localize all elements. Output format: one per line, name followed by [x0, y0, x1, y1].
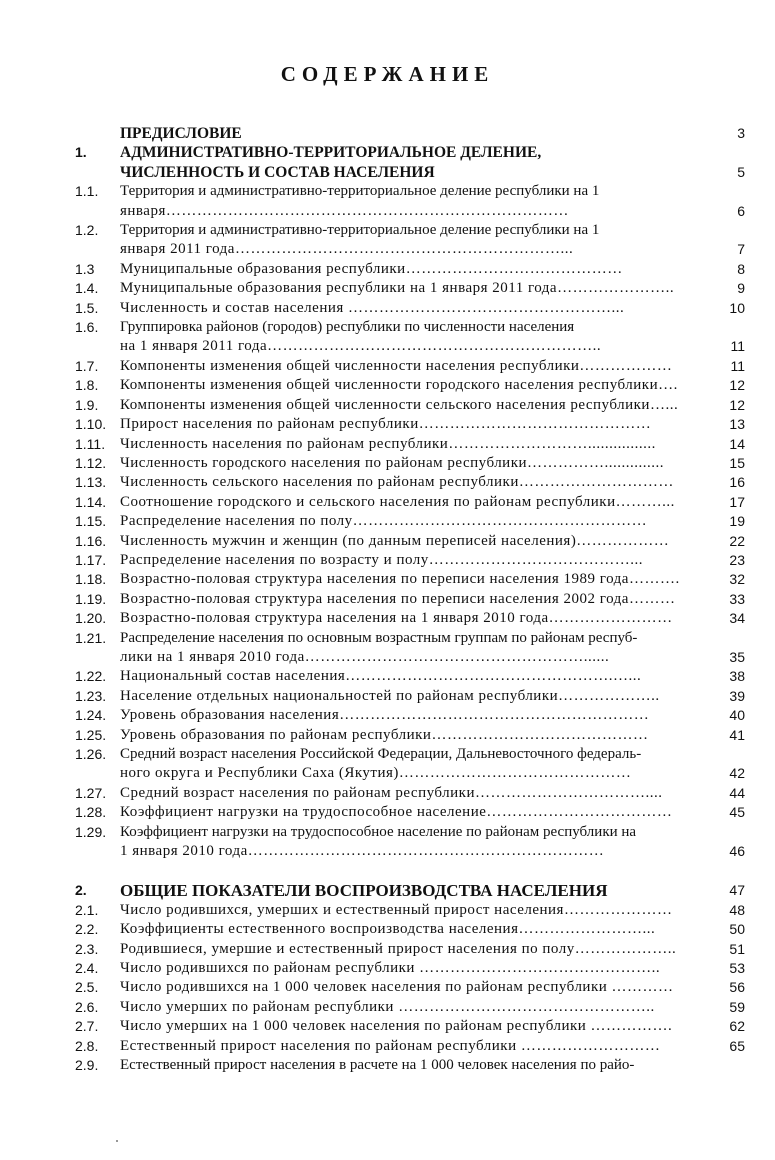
entry-title: Муниципальные образования республики на 1 января 2011 года…………………..	[120, 280, 675, 297]
entry-title: Естественный прирост населения в расчете на 1 000 человек населения по райо-	[120, 1057, 635, 1074]
entry-page: 32	[729, 571, 745, 588]
entry-number: 1.23.	[75, 687, 107, 704]
entry-page: 44	[729, 784, 745, 801]
entry-page: 11	[730, 338, 745, 355]
entry-number: 2.	[75, 882, 87, 899]
entry-title: Национальный состав населения…………………………………………….…...	[120, 668, 642, 685]
entry-page: 39	[729, 687, 745, 704]
entry-title: Население отдельных национальностей по районам республики………………..	[120, 687, 660, 704]
toc-entry	[75, 1017, 745, 1036]
entry-title: Коэффициент нагрузки на трудоспособное население по районам республики на 1 января 2010 года……………………………………………………………	[120, 823, 637, 860]
entry-number: 1.9.	[75, 396, 99, 413]
toc-entry-section-2	[75, 881, 745, 900]
toc-entry	[75, 901, 745, 920]
entry-page: 13	[729, 416, 745, 433]
entry-number: 2.4.	[75, 960, 99, 977]
entry-page: 53	[729, 960, 745, 977]
entry-page: 3	[737, 125, 745, 141]
entry-title: Возрастно-половая структура населения по переписи населения 2002 года………	[120, 590, 676, 607]
entry-number: 1.16.	[75, 532, 107, 549]
entry-page: 34	[729, 610, 745, 627]
entry-page: 19	[729, 513, 745, 530]
entry-title: ОБЩИЕ ПОКАЗАТЕЛИ ВОСПРОИЗВОДСТВА НАСЕЛЕНИЯ	[120, 881, 608, 901]
entry-title: Прирост населения по районам республики………………………………………	[120, 416, 652, 433]
toc-entry	[75, 260, 745, 279]
entry-page: 7	[737, 241, 745, 258]
entry-page: 50	[729, 921, 745, 938]
toc-entry	[75, 435, 745, 454]
entry-title: Численность мужчин и женщин (по данным переписей населения)………………	[120, 532, 670, 549]
entry-number: 2.7.	[75, 1018, 99, 1035]
toc-entry	[75, 629, 745, 668]
entry-title: Число родившихся на 1 000 человек населения по районам республики …………	[120, 979, 674, 996]
toc-entry	[75, 784, 745, 803]
entry-title: Численность сельского населения по районам республики…………………………	[120, 474, 674, 491]
entry-number: 2.8.	[75, 1037, 99, 1054]
entry-title: Коэффициенты естественного воспроизводства населения……………………...	[120, 921, 656, 938]
entry-number: 1.20.	[75, 610, 107, 627]
entry-number: 1.3	[75, 260, 95, 277]
entry-title: Распределение населения по полу…………………………………………………	[120, 513, 648, 530]
toc-entry	[75, 299, 745, 318]
entry-number: 1.8.	[75, 377, 99, 394]
toc-entry	[75, 940, 745, 959]
entry-title: Соотношение городского и сельского населения по районам республики………...	[120, 493, 675, 510]
entry-title: Муниципальные образования республики……………………………………	[120, 260, 623, 277]
toc-entry	[75, 687, 745, 706]
entry-title: Компоненты изменения общей численности населения республики………………	[120, 357, 673, 374]
entry-number: 1.7.	[75, 357, 99, 374]
toc-entry	[75, 318, 745, 357]
entry-title: Родившиеся, умершие и естественный прирост населения по полу………………..	[120, 940, 677, 957]
toc-entry	[75, 803, 745, 822]
entry-title: Территория и административно-территориальное деление республики на 1 января……………………………………………………………………	[120, 183, 600, 219]
entry-number: 1.17.	[75, 551, 107, 568]
entry-number: 1.4.	[75, 280, 99, 297]
entry-page: 56	[729, 979, 745, 996]
entry-title: Компоненты изменения общей численности городского населения республики….	[120, 377, 678, 394]
toc-entry	[75, 396, 745, 415]
page-title: СОДЕРЖАНИЕ	[280, 62, 495, 86]
toc-entry	[75, 473, 745, 492]
toc-entry	[75, 726, 745, 745]
entry-title: Группировка районов (городов) республики по численности населения на 1 января 2011 года………………………………………………………..	[120, 319, 602, 355]
entry-page: 38	[729, 668, 745, 685]
entry-page: 8	[737, 260, 745, 277]
entry-title: Средний возраст населения Российской Федерации, Дальневосточного федераль- ного округа и Республики Саха (Якутия)………………………………………	[120, 746, 642, 782]
entry-page: 65	[729, 1037, 745, 1054]
entry-title: Компоненты изменения общей численности сельского населения республики…...	[120, 396, 679, 413]
entry-title: Уровень образования по районам республики……………………………………	[120, 726, 649, 743]
entry-page: 42	[729, 765, 745, 782]
entry-page: 59	[729, 998, 745, 1015]
toc-entry	[75, 706, 745, 725]
entry-number: 1.27.	[75, 784, 107, 801]
entry-number: 2.3.	[75, 940, 99, 957]
toc-entry	[75, 823, 745, 862]
entry-number: 1.14.	[75, 493, 107, 510]
entry-title: Коэффициент нагрузки на трудоспособное население………………………………	[120, 804, 673, 821]
entry-page: 45	[729, 804, 745, 821]
entry-title: Численность населения по районам республики………………………................	[120, 435, 656, 452]
entry-number: 1.12.	[75, 454, 107, 471]
toc-entry	[75, 1056, 745, 1075]
toc-entry	[75, 532, 745, 551]
toc-entry	[75, 570, 745, 589]
entry-number: 1.13.	[75, 474, 107, 491]
entry-page: 40	[729, 707, 745, 724]
toc-entry	[75, 978, 745, 997]
toc-entry	[75, 279, 745, 298]
entry-number: 1.21.	[75, 629, 107, 646]
entry-page: 51	[729, 940, 745, 957]
entry-number: 1.11.	[75, 435, 106, 452]
entry-number: 1.18.	[75, 571, 107, 588]
toc-entry-section-1	[75, 143, 745, 182]
entry-title: Возрастно-половая структура населения по переписи населения 1989 года……….	[120, 571, 680, 588]
toc-entry	[75, 454, 745, 473]
entry-number: 2.5.	[75, 979, 99, 996]
entry-page: 62	[729, 1018, 745, 1035]
entry-page: 11	[730, 357, 745, 374]
entry-page: 6	[737, 202, 745, 219]
entry-number: 1.2.	[75, 222, 99, 239]
toc-entry	[75, 415, 745, 434]
entry-number: 2.6.	[75, 998, 99, 1015]
entry-title: Число умерших по районам республики …………………………………………..	[120, 998, 655, 1015]
toc-entry-preface	[75, 124, 745, 143]
entry-number: 1.24.	[75, 707, 107, 724]
toc-entry	[75, 959, 745, 978]
entry-page: 14	[729, 435, 745, 452]
entry-page: 23	[729, 551, 745, 568]
entry-title: Численность городского населения по районам республики……………..............	[120, 454, 665, 471]
entry-page: 15	[729, 454, 745, 471]
entry-title: ПРЕДИСЛОВИЕ	[120, 125, 242, 142]
toc-entry	[75, 609, 745, 628]
table-of-contents	[75, 124, 745, 1076]
toc-entry	[75, 1037, 745, 1056]
section-gap	[75, 861, 745, 881]
entry-page: 47	[729, 882, 745, 899]
entry-page: 22	[729, 532, 745, 549]
entry-title: Число родившихся по районам республики ………………………………………..	[120, 960, 661, 977]
entry-number: 1.1.	[75, 183, 99, 200]
toc-entry	[75, 493, 745, 512]
entry-number: 2.2.	[75, 921, 99, 938]
entry-title: Распределение населения по основным возрастным группам по районам респуб- лики на 1 января 2010 года………………………………………………......	[120, 629, 638, 665]
entry-number: 2.1.	[75, 901, 99, 918]
entry-page: 33	[729, 590, 745, 607]
toc-entry	[75, 182, 745, 221]
toc-entry	[75, 667, 745, 686]
toc-entry	[75, 512, 745, 531]
entry-number: 1.10.	[75, 416, 107, 433]
entry-page: 41	[729, 726, 745, 743]
entry-page: 10	[729, 299, 745, 316]
entry-number: 1.25.	[75, 726, 107, 743]
entry-number: 1.26.	[75, 746, 107, 762]
toc-entry	[75, 221, 745, 260]
entry-title: Территория и административно-территориальное деление республики на 1 января 2011 года………………………………………………………...	[120, 222, 600, 258]
entry-page: 48	[729, 901, 745, 918]
entry-number: 1.15.	[75, 513, 107, 530]
entry-page: 17	[729, 493, 745, 510]
toc-entry	[75, 590, 745, 609]
entry-title: Возрастно-половая структура населения на 1 января 2010 года……………………	[120, 610, 673, 627]
entry-title: Средний возраст населения по районам республики……………………………....	[120, 784, 663, 801]
entry-number: 1.6.	[75, 319, 99, 336]
entry-title: Распределение населения по возрасту и полу…………………………………...	[120, 551, 644, 568]
entry-title: Уровень образования населения……………………………………………………	[120, 707, 650, 724]
entry-title: Число родившихся, умерших и естественный прирост населения…………………	[120, 901, 673, 918]
entry-number: 1.28.	[75, 804, 107, 821]
toc-entry	[75, 920, 745, 939]
toc-entry	[75, 376, 745, 395]
entry-page: 16	[729, 474, 745, 491]
entry-number: 1.5.	[75, 299, 99, 316]
entry-page: 12	[729, 377, 745, 394]
entry-title: Численность и состав населения ……………………………………………...	[120, 299, 625, 316]
entry-title: Число умерших на 1 000 человек населения по районам республики …………….	[120, 1018, 673, 1035]
entry-page: 9	[737, 280, 745, 297]
toc-entry	[75, 357, 745, 376]
entry-number: 2.9.	[75, 1057, 99, 1074]
entry-number: 1.	[75, 144, 87, 161]
toc-entry	[75, 551, 745, 570]
entry-number: 1.19.	[75, 590, 107, 607]
entry-number: 1.22.	[75, 668, 107, 685]
entry-page: 12	[729, 396, 745, 413]
entry-page: 5	[737, 163, 745, 180]
entry-title: Естественный прирост населения по районам республики ………………………	[120, 1037, 661, 1054]
toc-entry	[75, 998, 745, 1017]
entry-number: 1.29.	[75, 823, 107, 840]
entry-title: АДМИНИСТРАТИВНО-ТЕРРИТОРИАЛЬНОЕ ДЕЛЕНИЕ, ЧИСЛЕННОСТЬ И СОСТАВ НАСЕЛЕНИЯ	[120, 144, 542, 181]
entry-page: 46	[729, 843, 745, 860]
toc-entry	[75, 745, 745, 784]
entry-page: 35	[729, 648, 745, 665]
scan-speck	[116, 1140, 118, 1142]
